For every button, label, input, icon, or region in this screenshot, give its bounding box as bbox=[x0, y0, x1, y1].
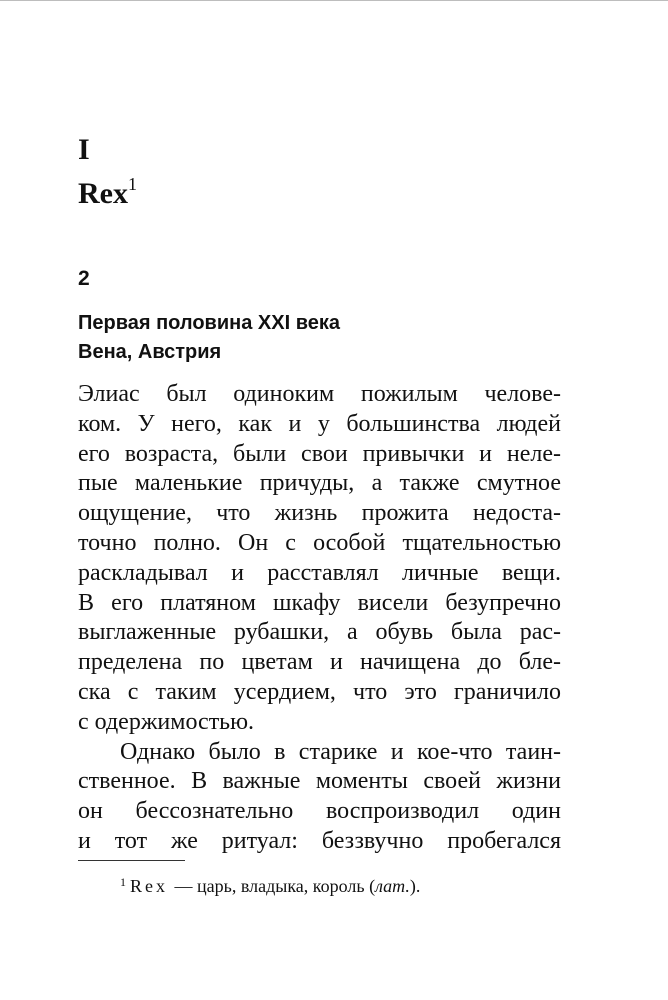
part-title bbox=[78, 176, 137, 212]
text-line: и тот же ритуал: беззвучно пробегался bbox=[78, 827, 561, 854]
setting-time: Первая половина XXI века bbox=[78, 312, 340, 334]
text-line: ственное. В важные моменты своей жизни bbox=[78, 768, 561, 795]
footnote bbox=[120, 874, 420, 898]
footnote-marker: 1 bbox=[120, 875, 126, 889]
text-line: В его платяном шкафу висели безупречно bbox=[78, 589, 561, 616]
paragraph bbox=[78, 738, 561, 857]
text-line: выглаженные рубашки, а обувь была рас- bbox=[78, 619, 561, 646]
footnote-term: Rex bbox=[130, 876, 168, 896]
setting-place: Вена, Австрия bbox=[78, 341, 222, 363]
part-title-text: Rex bbox=[78, 177, 128, 210]
paragraph bbox=[78, 380, 561, 738]
text-line: ощущение, что жизнь прожита недоста- bbox=[78, 500, 561, 527]
text-line: с одержимостью. bbox=[78, 708, 255, 735]
footnote-reference: 1 bbox=[127, 174, 137, 194]
footnote-closing: ). bbox=[409, 876, 421, 896]
text-line: ска с таким усердием, что это граничило bbox=[78, 678, 561, 705]
chapter-number: 2 bbox=[78, 267, 90, 290]
footnote-language: лат. bbox=[375, 876, 410, 896]
part-number: I bbox=[78, 133, 90, 166]
text-line: ком. У него, как и у большинства людей bbox=[78, 410, 561, 437]
text-line: точно полно. Он с особой тщательностью bbox=[78, 529, 561, 556]
text-line: пые маленькие причуды, а также смутное bbox=[78, 470, 561, 497]
chapter-setting bbox=[78, 309, 568, 367]
text-line: его возраста, были свои привычки и неле- bbox=[78, 440, 561, 467]
footnote-divider bbox=[78, 860, 185, 861]
body-text bbox=[78, 380, 561, 857]
page-top-edge bbox=[0, 0, 668, 1]
text-line: Элиас был одиноким пожилым челове- bbox=[78, 381, 561, 407]
text-line: Однако было в старике и кое-что таин- bbox=[120, 738, 561, 765]
text-line: раскладывал и расставлял личные вещи. bbox=[78, 559, 561, 586]
text-line: пределена по цветам и начищена до бле- bbox=[78, 649, 561, 676]
text-line: он бессознательно воспроизводил один bbox=[78, 798, 561, 825]
footnote-definition: — царь, владыка, король ( bbox=[170, 876, 376, 896]
